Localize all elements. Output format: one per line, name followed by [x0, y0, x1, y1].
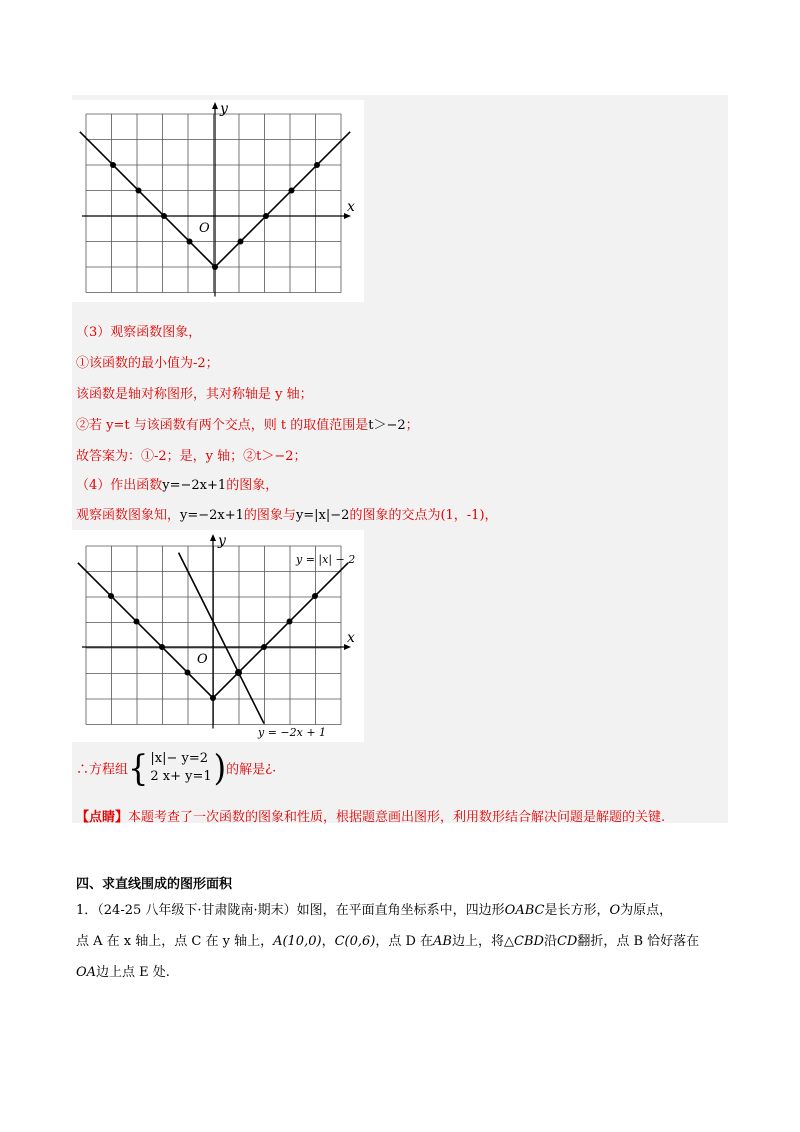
abs-function-point — [161, 213, 167, 219]
abs-function-point — [212, 264, 218, 270]
graph-abs-svg — [72, 100, 364, 302]
origin-label: O — [199, 221, 210, 236]
symmetry-line: 该函数是轴对称图形，其对称轴是 y 轴； — [76, 387, 313, 402]
observe-line: 观察函数图象知，y=−2x+1的图象与y=|x|−2的图象的交点为(1，-1)， — [76, 508, 498, 523]
x-axis-label: x — [347, 199, 355, 215]
linear-function-line — [179, 553, 264, 724]
part3-label: （3）观察函数图象， — [76, 325, 202, 340]
abs-function-label: y = |x| − 2 — [296, 553, 356, 566]
abs-function-point — [159, 644, 165, 650]
y-axis-arrow — [212, 102, 218, 109]
answer-line: 故答案为：①-2；是，y 轴；②t＞−2； — [76, 449, 307, 464]
section-title: 四、求直线围成的图形面积 — [76, 877, 233, 892]
problem-line-3: OA边上点 E 处. — [76, 965, 170, 980]
abs-function-point — [185, 670, 191, 676]
graph-intersection — [72, 530, 364, 742]
remark-tag: 【点睛】 — [76, 810, 129, 825]
abs-function-point — [261, 644, 267, 650]
graph-intersection-svg — [72, 530, 364, 742]
system-eq1: |x|− y=2 — [150, 751, 208, 766]
abs-function-point — [289, 188, 295, 194]
abs-function-point — [108, 593, 114, 599]
min-value-line: ①该函数的最小值为-2； — [76, 356, 219, 371]
abs-function-point — [312, 593, 318, 599]
abs-function-point — [110, 162, 116, 168]
abs-function-point — [263, 213, 269, 219]
problem-line-2: 点 A 在 x 轴上，点 C 在 y 轴上，A(10,0)，C(0,6)，点 D 在AB边上，将△CBD沿CD翻折，点 B 恰好落在 — [76, 934, 700, 949]
abs-function-point — [314, 162, 320, 168]
abs-function-point — [210, 695, 216, 701]
range-line: ②若 y=t 与该函数有两个交点，则 t 的取值范围是t＞−2； — [76, 418, 419, 433]
part4-line: （4）作出函数y=−2x+1的图象， — [76, 478, 279, 493]
abs-function-point — [238, 239, 244, 245]
intersection-point — [235, 669, 242, 676]
x-axis-label: x — [347, 630, 355, 646]
y-axis-label: y — [220, 101, 228, 117]
problem-line-1: 1．（24-25 八年级下·甘肃陇南·期末）如图，在平面直角坐标系中，四边形OABC是长方形，O为原点， — [76, 903, 673, 918]
y-axis-arrow — [210, 534, 216, 541]
system-line: ∴方程组{ |x|− y=2 2 x+ y=1)的解是¿. — [76, 747, 277, 789]
remark-line — [76, 806, 665, 825]
abs-function-point — [134, 619, 140, 625]
y-axis-label: y — [218, 533, 226, 549]
abs-function-point — [287, 619, 293, 625]
linear-function-label: y = −2x + 1 — [258, 726, 327, 739]
abs-function-point — [187, 239, 193, 245]
graph-abs-function — [72, 100, 364, 302]
system-eq2: 2 x+ y=1 — [150, 769, 212, 784]
remark-text: 本题考查了一次函数的图象和性质，根据题意画出图形，利用数形结合解决问题是解题的关键. — [128, 810, 666, 825]
origin-label: O — [197, 652, 208, 667]
abs-function-point — [136, 188, 142, 194]
